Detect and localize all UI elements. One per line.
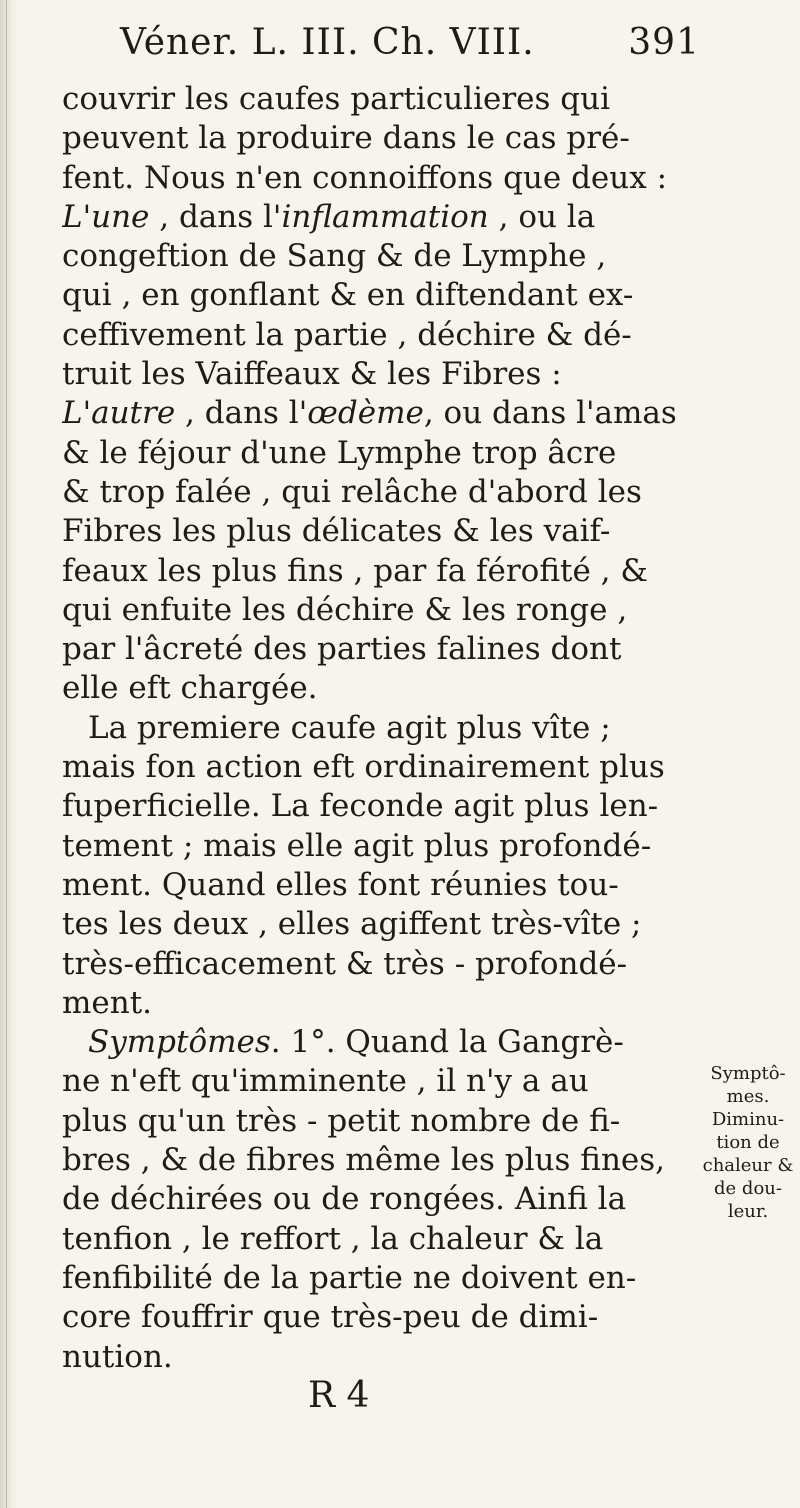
margin-note-line: mes. (726, 1086, 770, 1107)
text-line (62, 591, 702, 630)
text-line (62, 355, 702, 394)
text-line (62, 159, 702, 198)
text-line (62, 552, 702, 591)
text-segment: , ou dans l'amas (423, 395, 677, 432)
margin-note (700, 1062, 796, 1223)
text-segment: elle eft chargée. (62, 670, 318, 707)
text-segment: par l'âcreté des parties falines dont (62, 631, 622, 668)
italic-text: L'une (62, 198, 150, 235)
text-segment: . 1°. Quand la Gangrè- (270, 1024, 624, 1061)
text-line (62, 1180, 702, 1219)
text-line (62, 473, 702, 512)
text-segment: bres , & de fibres même les plus fines, (62, 1142, 666, 1179)
text-segment: plus qu'un très - petit nombre de fi- (62, 1102, 621, 1139)
text-segment: tenfion , le reffort , la chaleur & la (62, 1220, 604, 1257)
text-segment: , dans l' (149, 198, 282, 235)
text-segment: de déchirées ou de rongées. Ainfi la (62, 1181, 627, 1218)
text-line (62, 945, 702, 984)
text-segment: nution. (62, 1338, 173, 1375)
text-line (62, 1023, 702, 1062)
text-segment: , dans l' (175, 395, 308, 432)
text-segment: & trop falée , qui relâche d'abord les (62, 473, 642, 510)
text-segment: & le féjour d'une Lymphe trop âcre (62, 434, 617, 471)
page-gutter-line (6, 0, 7, 1508)
text-segment: , ou la (488, 198, 596, 235)
text-line (62, 1102, 702, 1141)
text-line (62, 237, 702, 276)
italic-text: œdème (307, 395, 424, 432)
text-segment: congeftion de Sang & de Lymphe , (62, 238, 607, 275)
text-segment: ne n'eft qu'imminente , il n'y a au (62, 1063, 589, 1100)
text-line (62, 905, 702, 944)
text-segment: qui , en gonflant & en diftendant ex- (62, 277, 634, 314)
text-line (62, 119, 702, 158)
page-gutter-shadow (0, 0, 18, 1508)
italic-text: Symptômes (88, 1024, 271, 1061)
italic-text: inflammation (281, 198, 489, 235)
text-line (62, 827, 702, 866)
text-segment: ment. Quand elles font réunies tou- (62, 866, 619, 903)
running-header (120, 22, 700, 76)
text-line (62, 394, 702, 433)
text-segment: fent. Nous n'en connoiffons que deux : (62, 159, 668, 196)
text-segment: couvrir les caufes particulieres qui (62, 81, 610, 117)
text-segment: très-efficacement & très - profondé- (62, 945, 628, 982)
margin-note-line: leur. (727, 1201, 769, 1222)
italic-text: L'autre (62, 395, 176, 432)
margin-note-line: Symptô- (710, 1063, 786, 1084)
text-line (62, 316, 702, 355)
running-title: Véner. L. III. Ch. VIII. (120, 22, 535, 63)
text-line (62, 1141, 702, 1180)
text-line (62, 512, 702, 551)
text-segment: fenfibilité de la partie ne doivent en- (62, 1259, 637, 1296)
text-line (62, 669, 702, 708)
text-line (62, 866, 702, 905)
text-line (62, 1259, 702, 1298)
text-line (62, 276, 702, 315)
text-line (62, 434, 702, 473)
text-segment: truit les Vaiffeaux & les Fibres : (62, 356, 562, 393)
page-number: 391 (628, 22, 700, 63)
text-segment: ceffivement la partie , déchire & dé- (62, 316, 632, 353)
text-line (62, 1062, 702, 1101)
text-segment: La premiere caufe agit plus vîte ; (88, 709, 611, 746)
margin-note-line: de dou- (714, 1178, 782, 1199)
margin-note-line: tion de (716, 1132, 780, 1153)
text-line (62, 709, 702, 748)
body-text (62, 80, 702, 1377)
text-line (62, 748, 702, 787)
signature-mark: R 4 (308, 1375, 370, 1416)
text-segment: fuperficielle. La feconde agit plus len- (62, 788, 659, 825)
text-line (62, 787, 702, 826)
margin-note-line: chaleur & (702, 1155, 794, 1176)
text-segment: peuvent la produire dans le cas pré- (62, 120, 630, 157)
text-segment: core fouffrir que très-peu de dimi- (62, 1299, 599, 1336)
text-line (62, 1220, 702, 1259)
text-segment: ment. (62, 984, 153, 1021)
text-line (62, 198, 702, 237)
text-segment: mais fon action eft ordinairement plus (62, 749, 665, 786)
text-segment: Fibres les plus délicates & les vaif- (62, 513, 611, 550)
text-segment: feaux les plus fins , par fa férofité , & (62, 552, 648, 589)
text-line (62, 984, 702, 1023)
text-line (62, 630, 702, 669)
text-line (62, 1298, 702, 1337)
margin-note-line: Diminu- (711, 1109, 785, 1130)
text-line (62, 1338, 702, 1377)
text-segment: tement ; mais elle agit plus profondé- (62, 827, 652, 864)
text-segment: qui enfuite les déchire & les ronge , (62, 591, 628, 628)
text-line (62, 80, 702, 119)
text-segment: tes les deux , elles agiffent très-vîte ; (62, 906, 642, 943)
